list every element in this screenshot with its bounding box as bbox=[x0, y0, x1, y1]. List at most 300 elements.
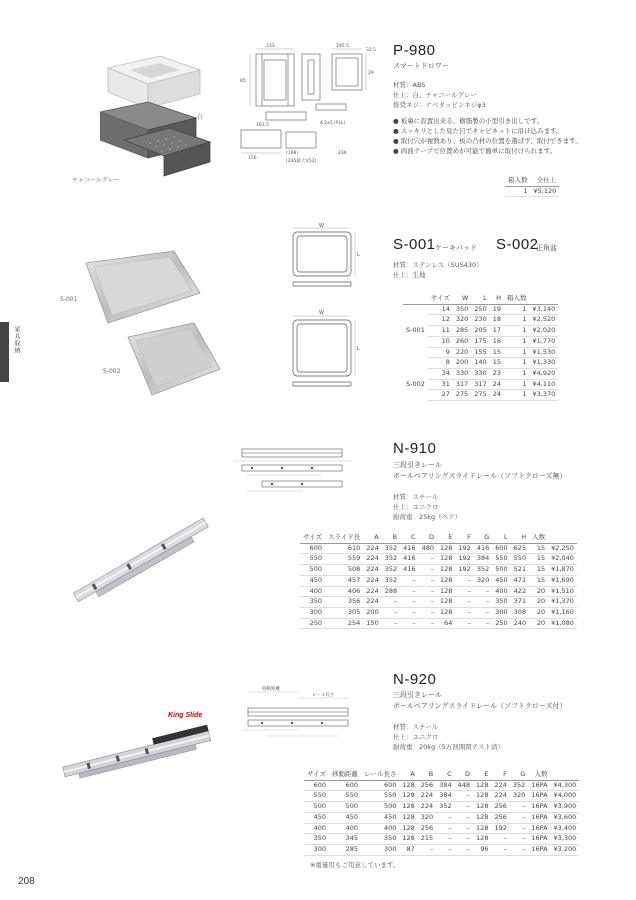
cell: ¥1,770 bbox=[530, 336, 559, 347]
table-row bbox=[304, 844, 579, 855]
col-header: A bbox=[363, 533, 381, 543]
table-row bbox=[300, 565, 577, 576]
cell: 224 bbox=[363, 554, 381, 565]
cell: – bbox=[455, 812, 473, 823]
cell: ¥3,600 bbox=[551, 812, 580, 823]
cell: 448 bbox=[455, 780, 473, 791]
cell: 500 bbox=[300, 565, 325, 576]
table-row bbox=[403, 336, 558, 347]
n920-technical-drawing bbox=[238, 684, 363, 749]
cell: ¥5,120 bbox=[531, 186, 560, 197]
table-row bbox=[300, 607, 577, 618]
n920-rail-photo bbox=[56, 725, 216, 785]
cell: – bbox=[455, 597, 473, 608]
cell: 350 bbox=[361, 834, 399, 845]
cell: 350 bbox=[300, 597, 325, 608]
cell: 64 bbox=[437, 618, 455, 629]
cell: 550 bbox=[304, 791, 329, 802]
col-header bbox=[530, 294, 559, 304]
s002-code: S-002 bbox=[496, 236, 539, 253]
n920-name1: 三段引きレール bbox=[393, 691, 442, 699]
dim-w: W bbox=[319, 223, 324, 229]
col-header: スライド長 bbox=[325, 533, 363, 543]
col-header: 入数 bbox=[528, 770, 550, 780]
spec-line: 耐荷重：20kg（5万回開閉テスト済） bbox=[393, 743, 505, 751]
cell: 192 bbox=[455, 565, 473, 576]
table-row bbox=[304, 802, 579, 813]
table-row bbox=[403, 304, 558, 315]
cell: – bbox=[455, 823, 473, 834]
group-label bbox=[403, 358, 428, 369]
cell: – bbox=[400, 597, 418, 608]
cell: 16PA bbox=[528, 802, 550, 813]
group-label bbox=[403, 368, 428, 379]
cell: 18 bbox=[490, 315, 504, 326]
cell: 600 bbox=[300, 543, 325, 554]
table-row bbox=[300, 575, 577, 586]
bullet-line: ● 両面テープで位置めが可能で簡単に取付けられます。 bbox=[393, 147, 557, 155]
n910-rail-photo bbox=[58, 515, 218, 615]
cell: 16PA bbox=[528, 823, 550, 834]
cell: – bbox=[491, 844, 509, 855]
cell: 400 bbox=[361, 823, 399, 834]
s001-specs bbox=[393, 260, 483, 280]
n920-name2: ボールベアリングスライドレール（ソフトクローズ付） bbox=[393, 702, 567, 710]
col-header bbox=[551, 770, 580, 780]
cell: – bbox=[436, 823, 454, 834]
cell: 480 bbox=[419, 543, 437, 554]
cell: ¥4,110 bbox=[530, 379, 559, 390]
spec-line: 仕上：生地 bbox=[393, 271, 426, 279]
s002-photo-label: S-002 bbox=[103, 368, 121, 375]
dim-168: (168) bbox=[286, 151, 299, 156]
cell: 230 bbox=[471, 315, 489, 326]
cell: 260 bbox=[453, 336, 471, 347]
cell: 128 bbox=[473, 823, 491, 834]
col-header: C bbox=[436, 770, 454, 780]
cell: ¥3,140 bbox=[530, 304, 559, 315]
cell: 308 bbox=[511, 607, 529, 618]
cell: 275 bbox=[471, 390, 489, 401]
spec-line: 推奨ネジ：ナベタッピンネジφ3 bbox=[393, 101, 486, 109]
table-row bbox=[300, 554, 577, 565]
cell: 317 bbox=[471, 379, 489, 390]
cell: 192 bbox=[455, 554, 473, 565]
cell: 192 bbox=[491, 823, 509, 834]
table-row bbox=[403, 358, 558, 369]
cell: 96 bbox=[473, 844, 491, 855]
cell: 416 bbox=[474, 543, 492, 554]
cell: 550 bbox=[492, 554, 510, 565]
n910-name2: ボールベアリングスライドレール（ソフトクローズ無） bbox=[393, 472, 567, 480]
cell: 352 bbox=[382, 565, 400, 576]
cell: 352 bbox=[382, 575, 400, 586]
cell: ¥3,900 bbox=[551, 802, 580, 813]
cell: 19 bbox=[490, 304, 504, 315]
cell: 16PA bbox=[528, 791, 550, 802]
cell: 128 bbox=[399, 780, 417, 791]
trays-technical-drawing bbox=[285, 222, 365, 397]
col-header: サイズ bbox=[300, 533, 325, 543]
cell: – bbox=[382, 597, 400, 608]
cell: 256 bbox=[418, 780, 436, 791]
cell: 224 bbox=[363, 575, 381, 586]
cell: 320 bbox=[510, 791, 528, 802]
cell: ¥1,510 bbox=[548, 586, 577, 597]
cell: 450 bbox=[329, 812, 361, 823]
cell: 128 bbox=[473, 834, 491, 845]
cell: 500 bbox=[304, 802, 329, 813]
col-header: C bbox=[400, 533, 418, 543]
cell: 471 bbox=[511, 575, 529, 586]
cell: 256 bbox=[491, 812, 509, 823]
cell: ¥4,920 bbox=[530, 368, 559, 379]
col-header: F bbox=[491, 770, 509, 780]
s002-name: 正角盆 bbox=[536, 244, 557, 252]
cell: 350 bbox=[492, 597, 510, 608]
cell: 11 bbox=[428, 326, 453, 337]
col-header bbox=[548, 533, 577, 543]
table-row bbox=[300, 618, 577, 629]
dim-w: W bbox=[319, 310, 324, 316]
spec-line: 材質：スチール bbox=[393, 723, 439, 731]
cell: 285 bbox=[453, 326, 471, 337]
cell: ¥1,330 bbox=[530, 358, 559, 369]
table-row bbox=[304, 812, 579, 823]
cell: 9 bbox=[428, 347, 453, 358]
n920-specs bbox=[393, 722, 504, 752]
cell: 550 bbox=[361, 791, 399, 802]
n920-code: N-920 bbox=[393, 671, 437, 688]
col-header: G bbox=[510, 770, 528, 780]
cell: ¥1,160 bbox=[548, 607, 577, 618]
col-header: F bbox=[455, 533, 473, 543]
cell: 15 bbox=[529, 543, 548, 554]
cell: – bbox=[419, 597, 437, 608]
cell: 450 bbox=[300, 575, 325, 586]
cell: 352 bbox=[382, 554, 400, 565]
col-header: D bbox=[455, 770, 473, 780]
cell: ¥1,690 bbox=[548, 575, 577, 586]
cell: 384 bbox=[474, 554, 492, 565]
spec-line: 材質：ABS bbox=[393, 81, 426, 89]
cell: – bbox=[491, 834, 509, 845]
cell: – bbox=[455, 586, 473, 597]
table-row bbox=[304, 791, 579, 802]
cell: 150 bbox=[363, 618, 381, 629]
cell: 15 bbox=[529, 565, 548, 576]
cell: 254 bbox=[325, 618, 363, 629]
dim-85: 85 bbox=[240, 79, 246, 84]
dim-195-5: 195.5 bbox=[336, 44, 349, 49]
cell: 20 bbox=[529, 607, 548, 618]
cell: – bbox=[510, 802, 528, 813]
cell: 371 bbox=[511, 597, 529, 608]
group-label bbox=[403, 315, 428, 326]
cell: – bbox=[400, 607, 418, 618]
cell: 416 bbox=[400, 565, 418, 576]
cell: 128 bbox=[399, 823, 417, 834]
cell: 1 bbox=[504, 368, 530, 379]
cell: 550 bbox=[300, 554, 325, 565]
group-label bbox=[403, 390, 428, 401]
cell: 610 bbox=[325, 543, 363, 554]
dim-29: 29 bbox=[368, 71, 374, 76]
cell: 550 bbox=[329, 791, 361, 802]
table-row bbox=[304, 834, 579, 845]
drawer-technical-drawing bbox=[236, 42, 386, 164]
cell: 24 bbox=[490, 379, 504, 390]
cell: ¥2,520 bbox=[530, 315, 559, 326]
spec-line: 仕上：白、チャコールグレー bbox=[393, 91, 478, 99]
cell: 1 bbox=[505, 186, 531, 197]
col-header: E bbox=[473, 770, 491, 780]
cell: 352 bbox=[510, 780, 528, 791]
cell: 450 bbox=[304, 812, 329, 823]
cell: – bbox=[474, 618, 492, 629]
col-header: 移動距離 bbox=[329, 770, 361, 780]
n920-price-table bbox=[304, 770, 579, 856]
cell: 10 bbox=[428, 336, 453, 347]
col-header: D bbox=[419, 533, 437, 543]
cell: 224 bbox=[363, 565, 381, 576]
cell: 16PA bbox=[528, 844, 550, 855]
cell: 345 bbox=[329, 834, 361, 845]
cell: 128 bbox=[437, 586, 455, 597]
cell: – bbox=[474, 607, 492, 618]
cell: ¥2,020 bbox=[530, 326, 559, 337]
col-header: 入数 bbox=[529, 533, 548, 543]
dim-236: 236 bbox=[338, 151, 347, 156]
table-row bbox=[505, 186, 559, 197]
cell: – bbox=[400, 586, 418, 597]
cell: ¥3,370 bbox=[530, 390, 559, 401]
n920-note: ※重量用もご用意しています。 bbox=[310, 861, 400, 869]
cell: – bbox=[455, 575, 473, 586]
n910-code: N-910 bbox=[393, 440, 437, 457]
dim-travel-label: 移動距離 bbox=[262, 687, 280, 692]
cell: 14 bbox=[428, 304, 453, 315]
cell: ¥3,300 bbox=[551, 834, 580, 845]
cell: 350 bbox=[453, 304, 471, 315]
cell: 128 bbox=[473, 780, 491, 791]
cell: 300 bbox=[492, 607, 510, 618]
cell: – bbox=[436, 812, 454, 823]
cell: 250 bbox=[300, 618, 325, 629]
cell: 34 bbox=[428, 368, 453, 379]
cell: 224 bbox=[418, 802, 436, 813]
cell: 128 bbox=[473, 802, 491, 813]
cell: 1 bbox=[504, 304, 530, 315]
cell: 23 bbox=[490, 368, 504, 379]
col-header: 箱入数 bbox=[504, 294, 530, 304]
cell: 15 bbox=[529, 575, 548, 586]
cell: 600 bbox=[304, 780, 329, 791]
cell: 15 bbox=[490, 358, 504, 369]
table-row bbox=[403, 390, 558, 401]
cell: 128 bbox=[473, 812, 491, 823]
cell: 600 bbox=[492, 543, 510, 554]
cell: 140 bbox=[471, 358, 489, 369]
cell: ¥2,040 bbox=[548, 554, 577, 565]
cell: 1 bbox=[504, 390, 530, 401]
col-header: W bbox=[453, 294, 471, 304]
group-label: S-002 bbox=[406, 379, 425, 388]
cell: 224 bbox=[363, 597, 381, 608]
col-header: B bbox=[418, 770, 436, 780]
cell: 500 bbox=[361, 802, 399, 813]
cell: 128 bbox=[399, 791, 417, 802]
col-header: L bbox=[492, 533, 510, 543]
col-header: レール長さ bbox=[361, 770, 399, 780]
s001-code: S-001 bbox=[393, 236, 436, 253]
cell: ¥1,870 bbox=[548, 565, 577, 576]
cell: 600 bbox=[329, 780, 361, 791]
group-label bbox=[403, 347, 428, 358]
bullet-line: ● 板裏に設置出来る、樹脂製の小型引き出しです。 bbox=[393, 117, 544, 125]
cell: – bbox=[455, 834, 473, 845]
cell: 559 bbox=[325, 554, 363, 565]
cell: 12 bbox=[428, 315, 453, 326]
cell: 128 bbox=[437, 607, 455, 618]
cell: ¥1,370 bbox=[548, 597, 577, 608]
group-label: S-001 bbox=[406, 326, 425, 335]
cell: 317 bbox=[453, 379, 471, 390]
cell: 20 bbox=[529, 597, 548, 608]
cell: 384 bbox=[436, 791, 454, 802]
dim-245: (245最大)(52) bbox=[286, 159, 317, 164]
cell: ¥2,250 bbox=[548, 543, 577, 554]
table-row bbox=[304, 823, 579, 834]
cell: 450 bbox=[492, 575, 510, 586]
table-row bbox=[403, 326, 558, 337]
cell: 330 bbox=[453, 368, 471, 379]
cell: ¥3,400 bbox=[551, 823, 580, 834]
bullet-line: ● 取付穴が複数あり、板の凸材の位置を選ばず、取付できます。 bbox=[393, 137, 582, 145]
cell: 128 bbox=[437, 597, 455, 608]
table-row bbox=[403, 315, 558, 326]
cell: 17 bbox=[490, 326, 504, 337]
cell: 457 bbox=[325, 575, 363, 586]
cell: 500 bbox=[329, 802, 361, 813]
cell: 285 bbox=[329, 844, 361, 855]
table-row bbox=[304, 780, 579, 791]
cell: 16PA bbox=[528, 834, 550, 845]
cell: 352 bbox=[382, 543, 400, 554]
cell: – bbox=[455, 618, 473, 629]
cell: 352 bbox=[474, 565, 492, 576]
cell: 24 bbox=[490, 390, 504, 401]
cell: 256 bbox=[491, 802, 509, 813]
white-label: 白 bbox=[197, 114, 204, 121]
cell: 250 bbox=[492, 618, 510, 629]
cell: – bbox=[418, 844, 436, 855]
p980-bullets bbox=[393, 116, 582, 156]
cell: ¥1,530 bbox=[530, 347, 559, 358]
cell: 352 bbox=[436, 802, 454, 813]
cell: 224 bbox=[363, 543, 381, 554]
cell: 224 bbox=[363, 586, 381, 597]
dim-233: 233 bbox=[266, 44, 275, 49]
cell: 500 bbox=[492, 565, 510, 576]
cell: 300 bbox=[304, 844, 329, 855]
king-slide-logo: King Slide bbox=[168, 712, 203, 719]
cell: 215 bbox=[418, 834, 436, 845]
cell: 128 bbox=[399, 802, 417, 813]
cell: – bbox=[455, 844, 473, 855]
cell: 128 bbox=[473, 791, 491, 802]
cell: 20 bbox=[529, 618, 548, 629]
cell: 128 bbox=[437, 543, 455, 554]
s001-photo-label: S-001 bbox=[60, 296, 78, 303]
cell: 1 bbox=[504, 336, 530, 347]
n910-price-table bbox=[300, 533, 577, 629]
spec-line: 仕上：ユニクロ bbox=[393, 503, 439, 511]
cell: 406 bbox=[325, 586, 363, 597]
section-tab bbox=[0, 322, 9, 382]
cell: 200 bbox=[363, 607, 381, 618]
dim-32-5: 32.5 bbox=[366, 48, 377, 53]
cell: 31 bbox=[428, 379, 453, 390]
cell: – bbox=[382, 607, 400, 618]
cell: – bbox=[382, 618, 400, 629]
cell: 224 bbox=[418, 791, 436, 802]
cell: ¥3,200 bbox=[551, 844, 580, 855]
col-header: B bbox=[382, 533, 400, 543]
cell: 521 bbox=[511, 565, 529, 576]
spec-line: 仕上：ユニクロ bbox=[393, 733, 439, 741]
cell: 87 bbox=[399, 844, 417, 855]
spec-line: 耐荷重：25kg（ペア） bbox=[393, 513, 462, 521]
cell: 27 bbox=[428, 390, 453, 401]
cell: – bbox=[419, 618, 437, 629]
dim-156: 156 bbox=[248, 156, 257, 161]
cell: ¥4,000 bbox=[551, 791, 580, 802]
dim-l: L bbox=[357, 252, 360, 258]
cell: 192 bbox=[455, 543, 473, 554]
cell: – bbox=[510, 844, 528, 855]
cell: 330 bbox=[471, 368, 489, 379]
col-header: 全仕上 bbox=[531, 176, 560, 186]
trays-price-table bbox=[403, 294, 558, 401]
cell: 416 bbox=[400, 543, 418, 554]
trays-product-photo bbox=[82, 245, 222, 405]
cell: 288 bbox=[382, 586, 400, 597]
cell: 320 bbox=[453, 315, 471, 326]
spec-line: 材質：スチール bbox=[393, 493, 439, 501]
cell: 128 bbox=[399, 834, 417, 845]
cell: – bbox=[510, 834, 528, 845]
cell: 8 bbox=[428, 358, 453, 369]
group-label bbox=[403, 304, 428, 315]
cell: 16 bbox=[490, 336, 504, 347]
cell: 128 bbox=[399, 812, 417, 823]
cell: 250 bbox=[471, 304, 489, 315]
col-header: H bbox=[490, 294, 504, 304]
p980-specs bbox=[393, 80, 486, 110]
p980-price-table bbox=[505, 176, 559, 197]
n910-technical-drawing bbox=[232, 443, 357, 498]
col-header: E bbox=[437, 533, 455, 543]
cell: 15 bbox=[490, 347, 504, 358]
table-row bbox=[403, 379, 558, 390]
col-header: H bbox=[511, 533, 529, 543]
cell: 205 bbox=[471, 326, 489, 337]
cell: 1 bbox=[504, 315, 530, 326]
page-number: 208 bbox=[18, 876, 35, 887]
cell: – bbox=[400, 575, 418, 586]
cell: 508 bbox=[325, 565, 363, 576]
